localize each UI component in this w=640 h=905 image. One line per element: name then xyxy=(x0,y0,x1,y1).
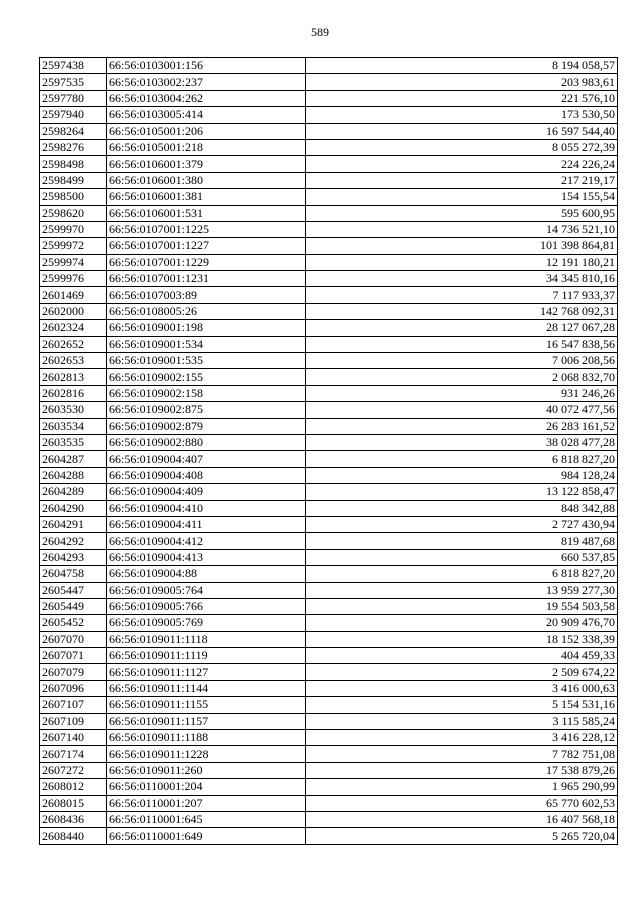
value-cell: 2 509 674,22 xyxy=(306,664,618,680)
table-row xyxy=(40,271,618,287)
record-id-cell: 2598499 xyxy=(40,172,107,188)
record-id-cell: 2597438 xyxy=(40,58,107,74)
value-cell: 5 265 720,04 xyxy=(306,828,618,844)
value-cell: 819 487,68 xyxy=(306,533,618,549)
cadastral-number-cell: 66:56:0109011:1127 xyxy=(107,664,306,680)
value-cell: 6 818 827,20 xyxy=(306,451,618,467)
cadastral-number-cell: 66:56:0107001:1225 xyxy=(107,221,306,237)
record-id-cell: 2602652 xyxy=(40,336,107,352)
table-row xyxy=(40,156,618,172)
data-table xyxy=(39,57,618,845)
record-id-cell: 2607272 xyxy=(40,762,107,778)
record-id-cell: 2599970 xyxy=(40,221,107,237)
record-id-cell: 2599972 xyxy=(40,238,107,254)
table-row xyxy=(40,746,618,762)
table-row xyxy=(40,58,618,74)
value-cell: 65 770 602,53 xyxy=(306,795,618,811)
record-id-cell: 2603530 xyxy=(40,402,107,418)
table-row xyxy=(40,713,618,729)
cadastral-number-cell: 66:56:0109002:158 xyxy=(107,385,306,401)
cadastral-number-cell: 66:56:0109002:879 xyxy=(107,418,306,434)
cadastral-number-cell: 66:56:0109004:407 xyxy=(107,451,306,467)
table-row xyxy=(40,648,618,664)
value-cell: 660 537,85 xyxy=(306,549,618,565)
table-row xyxy=(40,811,618,827)
table-row xyxy=(40,451,618,467)
cadastral-number-cell: 66:56:0107001:1231 xyxy=(107,271,306,287)
cadastral-number-cell: 66:56:0109011:1155 xyxy=(107,697,306,713)
record-id-cell: 2602000 xyxy=(40,303,107,319)
cadastral-number-cell: 66:56:0106001:380 xyxy=(107,172,306,188)
record-id-cell: 2597940 xyxy=(40,107,107,123)
table-row xyxy=(40,582,618,598)
cadastral-number-cell: 66:56:0109002:155 xyxy=(107,369,306,385)
cadastral-number-cell: 66:56:0107001:1227 xyxy=(107,238,306,254)
cadastral-number-cell: 66:56:0109005:769 xyxy=(107,615,306,631)
table-row xyxy=(40,500,618,516)
table-row xyxy=(40,205,618,221)
table-row xyxy=(40,385,618,401)
table-row xyxy=(40,238,618,254)
table-row xyxy=(40,566,618,582)
record-id-cell: 2608436 xyxy=(40,811,107,827)
table-row xyxy=(40,615,618,631)
cadastral-number-cell: 66:56:0105001:218 xyxy=(107,139,306,155)
table-row xyxy=(40,303,618,319)
record-id-cell: 2604291 xyxy=(40,516,107,532)
cadastral-number-cell: 66:56:0107001:1229 xyxy=(107,254,306,270)
record-id-cell: 2608440 xyxy=(40,828,107,844)
cadastral-number-cell: 66:56:0109011:1188 xyxy=(107,730,306,746)
table-row xyxy=(40,287,618,303)
record-id-cell: 2598264 xyxy=(40,123,107,139)
record-id-cell: 2602813 xyxy=(40,369,107,385)
value-cell: 173 530,50 xyxy=(306,107,618,123)
table-row xyxy=(40,828,618,844)
value-cell: 26 283 161,52 xyxy=(306,418,618,434)
cadastral-number-cell: 66:56:0109005:764 xyxy=(107,582,306,598)
record-id-cell: 2604758 xyxy=(40,566,107,582)
cadastral-number-cell: 66:56:0109004:88 xyxy=(107,566,306,582)
value-cell: 12 191 180,21 xyxy=(306,254,618,270)
record-id-cell: 2604287 xyxy=(40,451,107,467)
record-id-cell: 2607071 xyxy=(40,648,107,664)
table-row xyxy=(40,680,618,696)
record-id-cell: 2607096 xyxy=(40,680,107,696)
value-cell: 984 128,24 xyxy=(306,467,618,483)
table-row xyxy=(40,123,618,139)
cadastral-number-cell: 66:56:0109011:1228 xyxy=(107,746,306,762)
table-row xyxy=(40,779,618,795)
value-cell: 14 736 521,10 xyxy=(306,221,618,237)
record-id-cell: 2597535 xyxy=(40,74,107,90)
cadastral-number-cell: 66:56:0106001:381 xyxy=(107,189,306,205)
cadastral-number-cell: 66:56:0109011:1157 xyxy=(107,713,306,729)
value-cell: 221 576,10 xyxy=(306,90,618,106)
table-row xyxy=(40,434,618,450)
value-cell: 16 547 838,56 xyxy=(306,336,618,352)
cadastral-number-cell: 66:56:0109002:875 xyxy=(107,402,306,418)
value-cell: 40 072 477,56 xyxy=(306,402,618,418)
record-id-cell: 2602653 xyxy=(40,353,107,369)
cadastral-number-cell: 66:56:0110001:645 xyxy=(107,811,306,827)
record-id-cell: 2607140 xyxy=(40,730,107,746)
cadastral-number-cell: 66:56:0109002:880 xyxy=(107,434,306,450)
table-row xyxy=(40,336,618,352)
cadastral-number-cell: 66:56:0110001:204 xyxy=(107,779,306,795)
record-id-cell: 2598276 xyxy=(40,139,107,155)
table-row xyxy=(40,353,618,369)
cadastral-number-cell: 66:56:0109004:408 xyxy=(107,467,306,483)
table-row xyxy=(40,730,618,746)
table-row xyxy=(40,74,618,90)
value-cell: 217 219,17 xyxy=(306,172,618,188)
cadastral-number-cell: 66:56:0109004:410 xyxy=(107,500,306,516)
record-id-cell: 2608012 xyxy=(40,779,107,795)
value-cell: 34 345 810,16 xyxy=(306,271,618,287)
table-row xyxy=(40,320,618,336)
cadastral-number-cell: 66:56:0109011:260 xyxy=(107,762,306,778)
cadastral-number-cell: 66:56:0109011:1144 xyxy=(107,680,306,696)
table-row xyxy=(40,549,618,565)
record-id-cell: 2607107 xyxy=(40,697,107,713)
value-cell: 931 246,26 xyxy=(306,385,618,401)
value-cell: 2 068 832,70 xyxy=(306,369,618,385)
value-cell: 142 768 092,31 xyxy=(306,303,618,319)
cadastral-number-cell: 66:56:0107003:89 xyxy=(107,287,306,303)
value-cell: 18 152 338,39 xyxy=(306,631,618,647)
record-id-cell: 2598498 xyxy=(40,156,107,172)
record-id-cell: 2604290 xyxy=(40,500,107,516)
value-cell: 203 983,61 xyxy=(306,74,618,90)
table-row xyxy=(40,172,618,188)
cadastral-number-cell: 66:56:0109001:198 xyxy=(107,320,306,336)
record-id-cell: 2598500 xyxy=(40,189,107,205)
table-row xyxy=(40,795,618,811)
record-id-cell: 2602816 xyxy=(40,385,107,401)
value-cell: 595 600,95 xyxy=(306,205,618,221)
record-id-cell: 2607070 xyxy=(40,631,107,647)
table-row xyxy=(40,90,618,106)
cadastral-number-cell: 66:56:0105001:206 xyxy=(107,123,306,139)
table-row xyxy=(40,221,618,237)
value-cell: 16 407 568,18 xyxy=(306,811,618,827)
cadastral-number-cell: 66:56:0109004:411 xyxy=(107,516,306,532)
value-cell: 7 782 751,08 xyxy=(306,746,618,762)
cadastral-number-cell: 66:56:0106001:531 xyxy=(107,205,306,221)
value-cell: 7 006 208,56 xyxy=(306,353,618,369)
table-row xyxy=(40,762,618,778)
table-row xyxy=(40,484,618,500)
record-id-cell: 2605449 xyxy=(40,598,107,614)
cadastral-number-cell: 66:56:0103005:414 xyxy=(107,107,306,123)
table-row xyxy=(40,107,618,123)
value-cell: 38 028 477,28 xyxy=(306,434,618,450)
record-id-cell: 2607109 xyxy=(40,713,107,729)
value-cell: 17 538 879,26 xyxy=(306,762,618,778)
value-cell: 154 155,54 xyxy=(306,189,618,205)
value-cell: 19 554 503,58 xyxy=(306,598,618,614)
table-row xyxy=(40,516,618,532)
record-id-cell: 2604293 xyxy=(40,549,107,565)
value-cell: 8 194 058,57 xyxy=(306,58,618,74)
record-id-cell: 2607174 xyxy=(40,746,107,762)
value-cell: 101 398 864,81 xyxy=(306,238,618,254)
record-id-cell: 2605447 xyxy=(40,582,107,598)
cadastral-number-cell: 66:56:0109004:413 xyxy=(107,549,306,565)
value-cell: 3 416 000,63 xyxy=(306,680,618,696)
value-cell: 20 909 476,70 xyxy=(306,615,618,631)
value-cell: 848 342,88 xyxy=(306,500,618,516)
cadastral-number-cell: 66:56:0103001:156 xyxy=(107,58,306,74)
record-id-cell: 2604292 xyxy=(40,533,107,549)
record-id-cell: 2599976 xyxy=(40,271,107,287)
table-row xyxy=(40,189,618,205)
table-row xyxy=(40,369,618,385)
table-row xyxy=(40,254,618,270)
value-cell: 13 122 858,47 xyxy=(306,484,618,500)
record-id-cell: 2604289 xyxy=(40,484,107,500)
cadastral-number-cell: 66:56:0109001:534 xyxy=(107,336,306,352)
record-id-cell: 2605452 xyxy=(40,615,107,631)
record-id-cell: 2608015 xyxy=(40,795,107,811)
record-id-cell: 2607079 xyxy=(40,664,107,680)
table-row xyxy=(40,598,618,614)
value-cell: 2 727 430,94 xyxy=(306,516,618,532)
cadastral-number-cell: 66:56:0110001:207 xyxy=(107,795,306,811)
cadastral-number-cell: 66:56:0103002:237 xyxy=(107,74,306,90)
table-row xyxy=(40,697,618,713)
record-id-cell: 2603534 xyxy=(40,418,107,434)
value-cell: 404 459,33 xyxy=(306,648,618,664)
value-cell: 6 818 827,20 xyxy=(306,566,618,582)
cadastral-number-cell: 66:56:0109011:1119 xyxy=(107,648,306,664)
table-row xyxy=(40,402,618,418)
record-id-cell: 2604288 xyxy=(40,467,107,483)
value-cell: 5 154 531,16 xyxy=(306,697,618,713)
record-id-cell: 2598620 xyxy=(40,205,107,221)
record-id-cell: 2599974 xyxy=(40,254,107,270)
value-cell: 16 597 544,40 xyxy=(306,123,618,139)
table-row xyxy=(40,139,618,155)
record-id-cell: 2603535 xyxy=(40,434,107,450)
record-id-cell: 2597780 xyxy=(40,90,107,106)
value-cell: 3 416 228,12 xyxy=(306,730,618,746)
cadastral-number-cell: 66:56:0109004:409 xyxy=(107,484,306,500)
record-id-cell: 2602324 xyxy=(40,320,107,336)
cadastral-number-cell: 66:56:0109001:535 xyxy=(107,353,306,369)
cadastral-number-cell: 66:56:0106001:379 xyxy=(107,156,306,172)
table-row xyxy=(40,467,618,483)
value-cell: 7 117 933,37 xyxy=(306,287,618,303)
value-cell: 1 965 290,99 xyxy=(306,779,618,795)
cadastral-number-cell: 66:56:0109005:766 xyxy=(107,598,306,614)
page-number: 589 xyxy=(311,25,329,39)
value-cell: 224 226,24 xyxy=(306,156,618,172)
cadastral-number-cell: 66:56:0108005:26 xyxy=(107,303,306,319)
record-id-cell: 2601469 xyxy=(40,287,107,303)
table-row xyxy=(40,533,618,549)
value-cell: 28 127 067,28 xyxy=(306,320,618,336)
value-cell: 13 959 277,30 xyxy=(306,582,618,598)
table-row xyxy=(40,418,618,434)
cadastral-number-cell: 66:56:0110001:649 xyxy=(107,828,306,844)
cadastral-number-cell: 66:56:0103004:262 xyxy=(107,90,306,106)
cadastral-number-cell: 66:56:0109011:1118 xyxy=(107,631,306,647)
cadastral-number-cell: 66:56:0109004:412 xyxy=(107,533,306,549)
value-cell: 3 115 585,24 xyxy=(306,713,618,729)
table-row xyxy=(40,664,618,680)
table-body xyxy=(40,58,618,845)
table-row xyxy=(40,631,618,647)
value-cell: 8 055 272,39 xyxy=(306,139,618,155)
